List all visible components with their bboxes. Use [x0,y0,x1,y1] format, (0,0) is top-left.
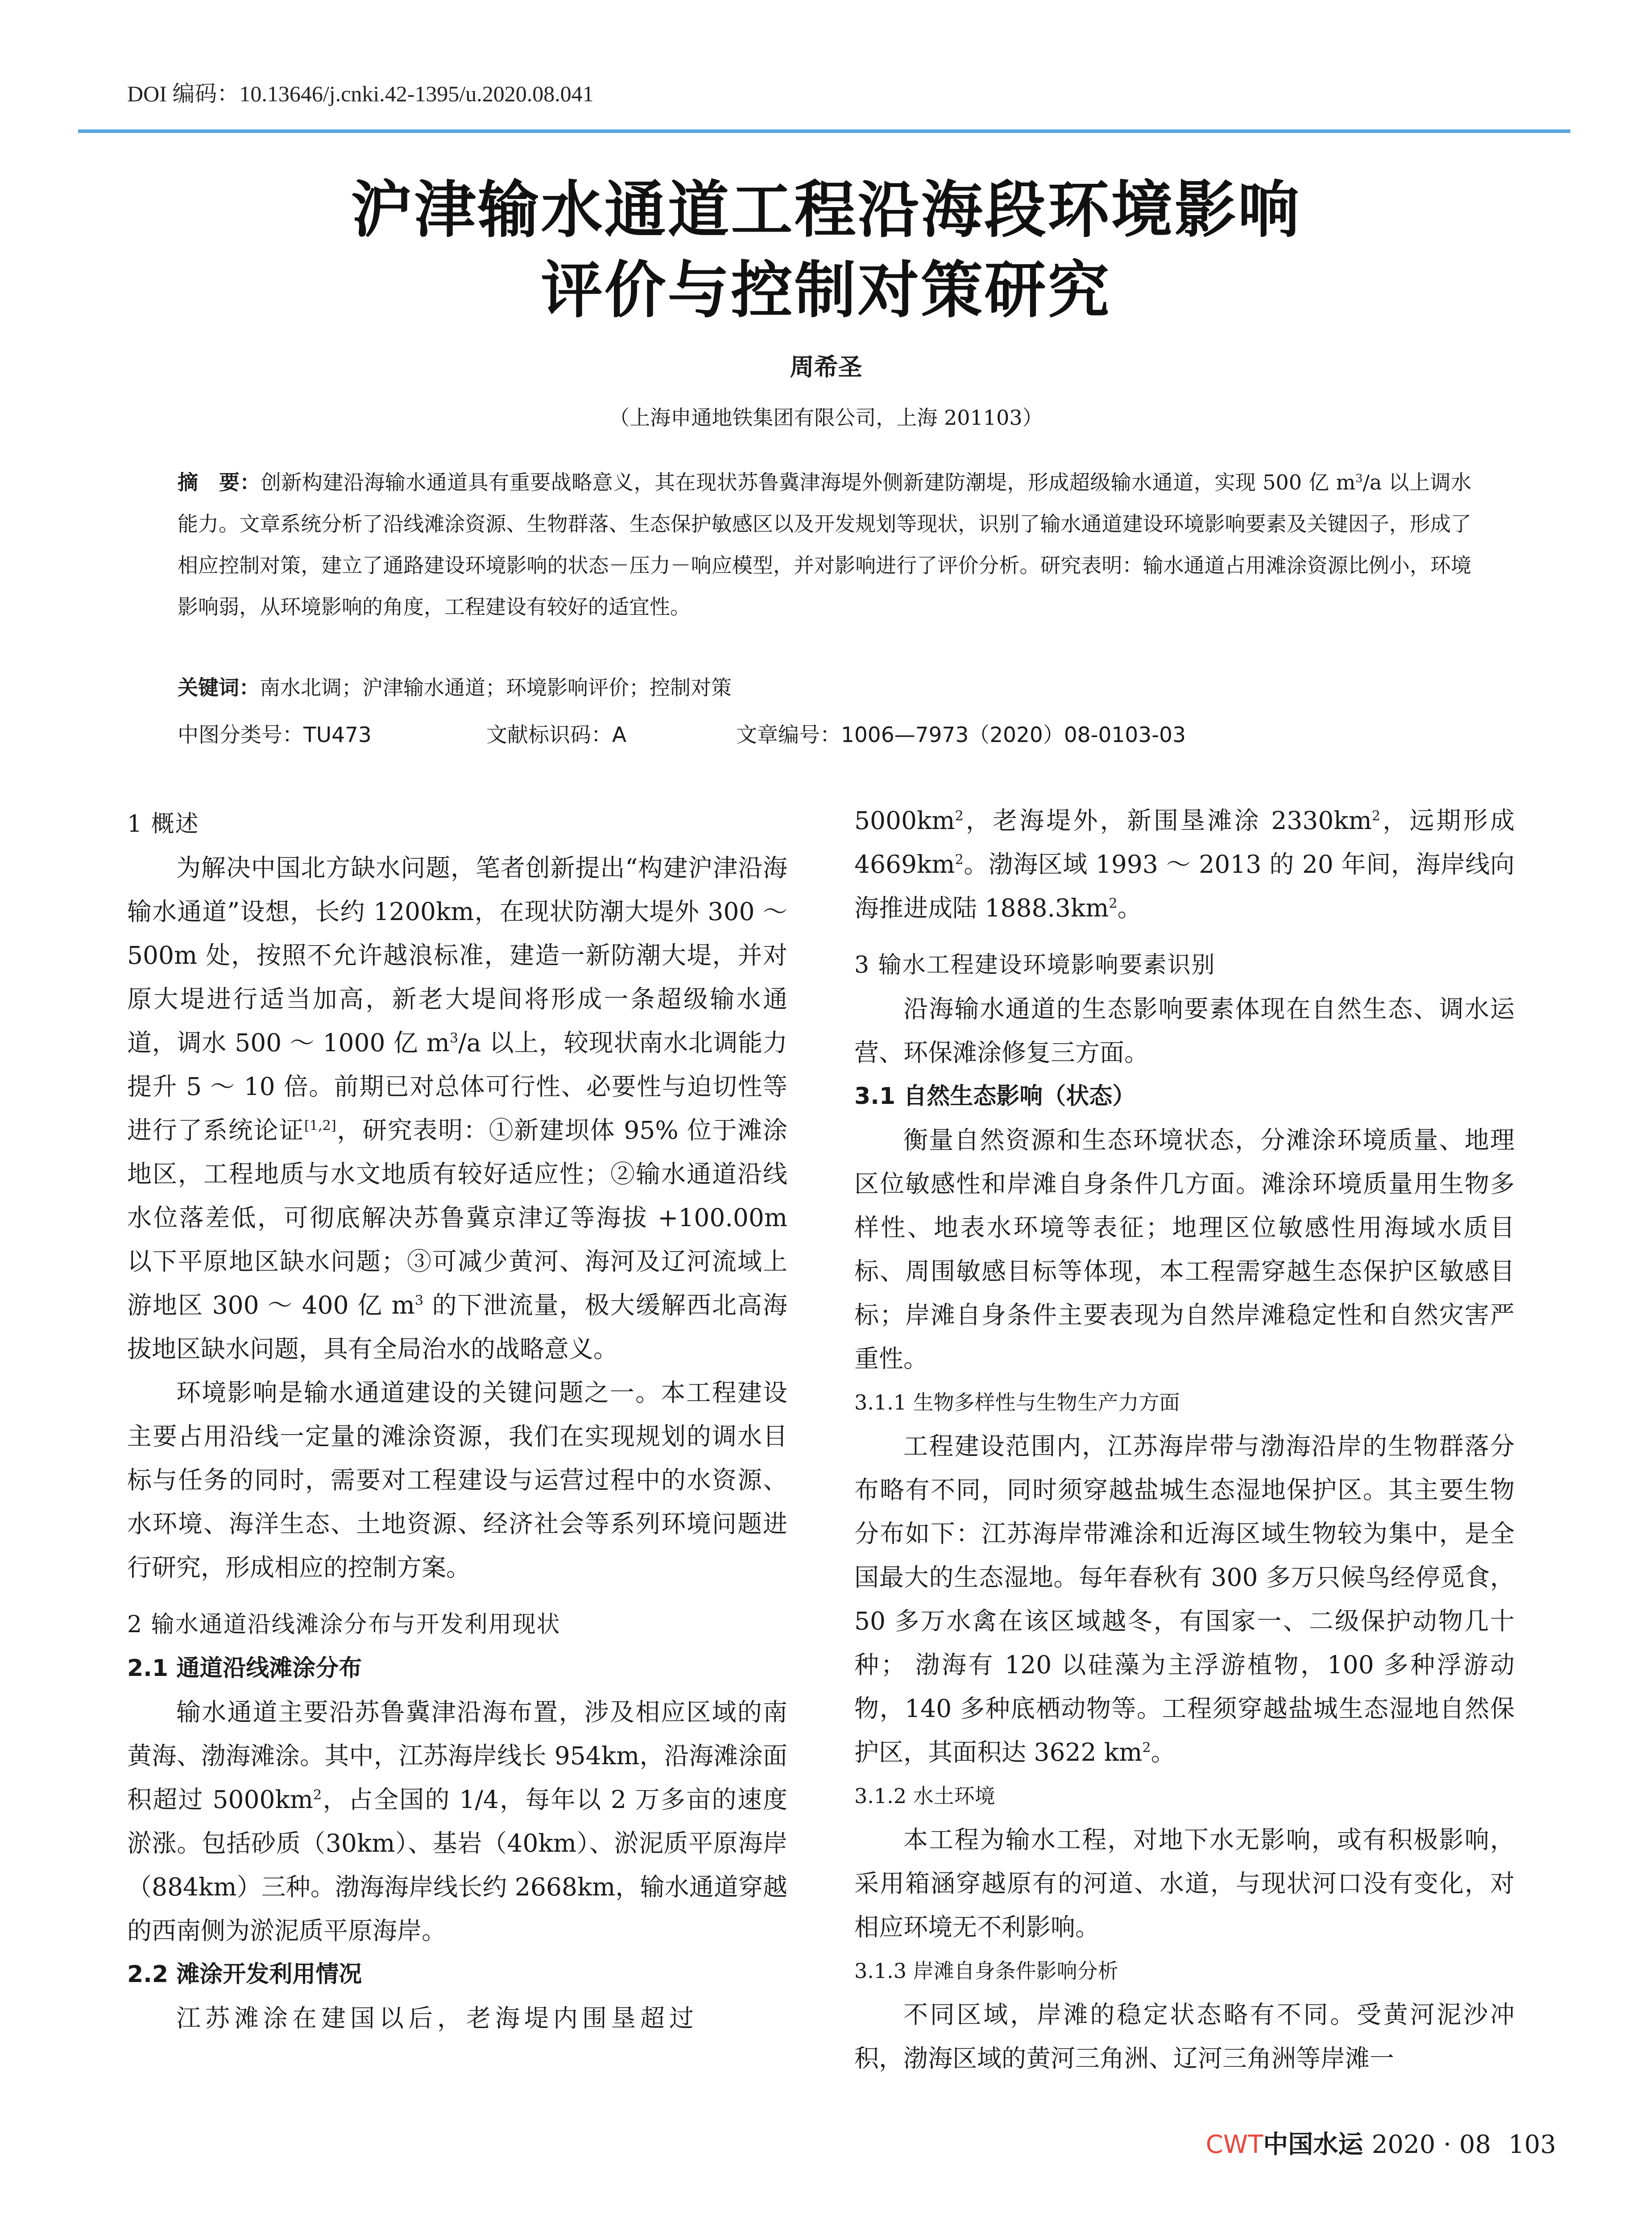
section-2-2-paragraph-start: 江苏滩涂在建国以后，老海堤内围垦超过 [176,2004,699,2032]
section-3-1-title: 3.1 自然生态影响（状态） [854,1083,1136,1110]
affiliation: （上海申通地铁集团有限公司，上海 201103） [609,406,1043,430]
section-3-paragraph: 沿海输水通道的生态影响要素体现在自然生态、调水运营、环保滩涂修复三方面。 [854,995,1515,1067]
doi-line: DOI 编码：10.13646/j.cnki.42-1395/u.2020.08.041 [127,81,594,106]
keywords-text: 南水北调；沪津输水通道；环境影响评价；控制对策 [260,676,732,700]
document-code: 文献标识码：A [486,723,627,747]
author: 周希圣 [790,353,862,381]
section-3-title: 3 输水工程建设环境影响要素识别 [854,952,1216,979]
section-1-title: 1 概述 [127,811,199,838]
section-2-title: 2 输水通道沿线滩涂分布与开发利用现状 [127,1611,561,1638]
section-2-1-title: 2.1 通道沿线滩涂分布 [127,1655,362,1682]
section-2-2-paragraph-cont: $5000km^2$，老海堤外，新围垦滩涂 $2330km^2$，远期形成 $4669km^2$。渤海区域 1993 ～ 2013 的 20 年间，海岸线向海推进成陆 $1888.3km^2$。 [854,806,1515,922]
abstract-label: 摘 要： [178,470,261,494]
section-1-paragraph-2: 环境影响是输水通道建设的关键问题之一。本工程建设主要占用沿线一定量的滩涂资源，我们在实现规划的调水目标与任务的同时，需要对工程建设与运营过程中的水资源、水环境、海洋生态、土地资源、经济社会等系列环境问题进行研究，形成相应的控制方案。 [127,1378,787,1582]
journal-brand: CWT [1205,2130,1263,2159]
abstract-text-a: 创新构建沿海输水通道具有重要战略意义，其在现状苏鲁冀津海堤外侧新建防潮堤，形成超级输水通道，实现 500 亿 m [260,470,1356,494]
section-3-1-2-title: 3.1.2 水土环境 [854,1784,995,1808]
keywords-label: 关键词： [178,676,260,700]
abstract-text-b: /a 以上调水能力。文章系统分析了沿线滩涂资源、生物群落、生态保护敏感区以及开发规划等现状，识别了输水通道建设环境影响要素及关键因子，形成了相应控制对策，建立了通路建设环境影响的状态－压力－响应模型，并对影响进行了评价分析。研究表明：输水通道占用滩涂资源比例小，环境影响弱，从环境影响的角度，工程建设有较好的适宜性。 [178,470,1471,619]
issue: 2020 · 08 [1371,2130,1491,2159]
section-3-1-paragraph: 衡量自然资源和生态环境状态，分滩涂环境质量、地理区位敏感性和岸滩自身条件几方面。滩涂环境质量用生物多样性、地表水环境等表征；地理区位敏感性用海域水质目标、周围敏感目标等体现，本工程需穿越生态保护区敏感目标；岸滩自身条件主要表现为自然岸滩稳定性和自然灾害严重性。 [854,1126,1515,1373]
page-number: 103 [1508,2130,1556,2159]
header-rule [78,129,1570,133]
title-line-2: 评价与控制对策研究 [541,253,1111,326]
abstract [178,462,1471,628]
section-2-1-paragraph: 输水通道主要沿苏鲁冀津沿海布置，涉及相应区域的南黄海、渤海滩涂。其中，江苏海岸线长 954km，沿海滩涂面积超过 $5000km^2$，占全国的 1/4，每年以 2 万多亩的速度淤涨。包括砂质（30km）、基岩（40km）、淤泥质平原海岸（884km）三种。渤海海岸线长约 2668km，输水通道穿越的西南侧为淤泥质平原海岸。 [127,1698,787,1945]
section-3-1-1-title: 3.1.1 生物多样性与生物生产力方面 [854,1390,1180,1414]
section-1-paragraph-1: 为解决中国北方缺水问题，笔者创新提出“构建沪津沿海输水通道”设想，长约 1200km，在现状防潮大堤外 300 ～ 500m 处，按照不允许越浪标准，建造一新防潮大堤，并对原大堤进行适当加高，新老大堤间将形成一条超级输水通道，调水 500 ～ 1000 亿 $m^3/a$ 以上，较现状南水北调能力提升 5 ～ 10 倍。前期已对总体可行性、必要性与迫切性等进行了系统论证[1,2]，研究表明：①新建坝体 95% 位于滩涂地区，工程地质与水文地质有较好适应性；②输水通道沿线水位落差低，可彻底解决苏鲁冀京津辽等海拔 +100.00m 以下平原地区缺水问题；③可减少黄河、海河及辽河流域上游地区 300 ～ 400 亿 $m^3$ 的下泄流量，极大缓解西北高海拔地区缺水问题，具有全局治水的战略意义。 [127,854,788,1363]
left-column [127,799,787,2040]
section-3-1-3-paragraph: 不同区域，岸滩的稳定状态略有不同。受黄河泥沙冲积，渤海区域的黄河三角洲、辽河三角洲等岸滩一 [854,2000,1515,2073]
section-3-1-1-paragraph: 工程建设范围内，江苏海岸带与渤海沿岸的生物群落分布略有不同，同时须穿越盐城生态湿地保护区。其主要生物分布如下：江苏海岸带滩涂和近海区域生物较为集中，是全国最大的生态湿地。每年春秋有 300 多万只候鸟经停觅食，50 多万水禽在该区域越冬，有国家一、二级保护动物几十种； 渤海有 120 以硅藻为主浮游植物，100 多种浮游动物，140 多种底栖动物等。工程须穿越盐城生态湿地自然保护区，其面积达 3622 $km^2$。 [854,1432,1515,1767]
right-column [854,799,1515,2080]
abstract-sup: 3 [1355,472,1363,485]
section-2-2-title: 2.2 滩涂开发利用情况 [127,1961,362,1988]
title-line-1: 沪津输水通道工程沿海段环境影响 [351,173,1301,246]
clc-number: 中图分类号：TU473 [178,723,372,747]
section-3-1-2-paragraph: 本工程为输水工程，对地下水无影响，或有积极影响，采用箱涵穿越原有的河道、水道，与现状河口没有变化，对相应环境无不利影响。 [854,1825,1515,1941]
keywords [178,672,1471,701]
section-3-1-3-title: 3.1.3 岸滩自身条件影响分析 [854,1959,1118,1983]
page-footer [1206,2125,1556,2161]
journal-name: 中国水运 [1263,2130,1363,2159]
article-number: 文章编号：1006—7973（2020）08-0103-03 [736,723,1186,747]
